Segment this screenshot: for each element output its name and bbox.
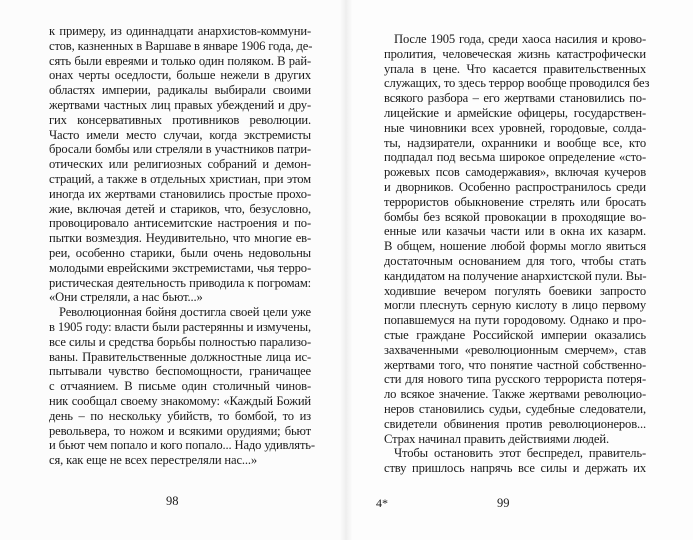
text-line: день – по нескольку убийств, то бомбой, то из [49, 408, 311, 423]
text-line: пролития, человеческая жизнь катастрофически [384, 46, 646, 61]
text-line: лицейские и армейские офицеры, государствен- [384, 105, 646, 120]
text-line: страций, а также в отдельных христиан, при этом [49, 171, 311, 186]
text-line: и бьют чем попало и кого попало... Надо удивлять- [49, 438, 315, 453]
text-line: служащих, то здесь террор вообще проводился без [384, 76, 650, 91]
text-line: сять были евреями и только один поляком. В рай- [49, 53, 311, 68]
text-line: ся, как еще не всех перестреляли нас...» [49, 453, 258, 468]
text-line: свидетели обвинения против революционеров... [384, 416, 646, 431]
text-line: ходившие вечером погулять боевики запросто [384, 283, 646, 298]
left-page-text [49, 24, 315, 468]
text-line: рожевых псов самодержавия», включая кучеров [384, 165, 646, 180]
text-line: ству пришлось напрячь все силы и держать их [384, 461, 646, 476]
text-line: террористов обыкновение стрелять или бросать [384, 194, 646, 209]
right-page [346, 0, 693, 540]
text-line: могли плеснуть серную кислоту в лицо первому [384, 298, 646, 313]
text-line: кандидатом на получение анархистской пули. Вы- [384, 268, 647, 283]
text-line: Страх начинал править действиями людей. [384, 431, 609, 446]
text-line: отических или религиозных собраний и демон- [49, 157, 311, 172]
text-line: всякого разбора – его жертвами становились по- [384, 91, 646, 106]
text-line: стые граждане Российской империи оказались [384, 327, 646, 342]
text-line: ные чиновники всех уровней, городовые, солда- [384, 120, 646, 135]
text-line: В общем, ношение любой формы могло явиться [384, 239, 646, 254]
text-line: иногда их жертвами становились простые прохо- [49, 186, 311, 201]
text-line: с отчаянием. В письме один столичный чинов- [49, 379, 311, 394]
text-line: пытки возмездия. Неудивительно, что многие ев- [49, 231, 311, 246]
text-line: ло всякое значение. Также жертвами революцио- [384, 387, 646, 402]
page-number: 99 [497, 496, 510, 510]
text-line: Революционная бойня достигла своей цели уже [59, 305, 311, 320]
left-page [0, 0, 346, 540]
text-line: Часто имели место случаи, когда экстремисты [49, 127, 311, 142]
text-line: к примеру, из одиннадцати анархистов-коммуни- [49, 24, 311, 38]
text-line: бомбы без всякой провокации в проходящие во- [384, 209, 646, 224]
text-line: гих консервативных противников революции. [49, 112, 311, 127]
text-line: стов, казненных в Варшаве в январе 1906 года, де- [49, 38, 313, 53]
text-line: онах черты оседлости, больше нежели в других [49, 68, 311, 83]
book-gutter [340, 0, 352, 540]
text-line: попавшемуся на пути городовому. Однако и про- [384, 313, 646, 328]
text-line: ристическая деятельность приводила к погромам: [49, 275, 311, 290]
text-line: провоцировало антисемитские настроения и по- [49, 216, 311, 231]
text-line: енные или казачьи части или в окна их казарм. [384, 224, 646, 239]
text-line: ты, надзиратели, охранники и вообще все, кто [384, 135, 646, 150]
text-line: реи, особенно старики, были очень недовольны [49, 245, 311, 260]
text-line: сти для нового типа русского террориста потеря- [384, 372, 646, 387]
page-number: 98 [166, 494, 179, 508]
text-line: «Они стреляли, а нас бьют...» [49, 290, 203, 305]
text-line: в 1905 году: власти были растерянны и измучены, [49, 319, 311, 334]
text-line: подпадал под весьма широкое определение «сто- [384, 150, 646, 165]
right-page-text [384, 32, 650, 476]
text-line: ник сообщал своему знакомому: «Каждый Божий [49, 393, 311, 408]
text-line: молодыми еврейскими экстремистами, чья терро- [49, 260, 311, 275]
text-line: жертвами частных лиц правых убеждений и дру- [49, 97, 311, 112]
text-line: ваны. Правительственные должностные лица ис- [49, 349, 311, 364]
text-line: и дворников. Особенно распространилось среди [384, 179, 646, 194]
text-line: Чтобы остановить этот беспредел, правитель- [394, 446, 646, 461]
text-line: бросали бомбы или стреляли в участников патри- [49, 142, 311, 157]
text-line: все силы и средства борьбы полностью парализо- [49, 334, 311, 349]
text-line: После 1905 года, среди хаоса насилия и крово- [394, 32, 646, 46]
text-line: упала в цене. Что касается правительственных [384, 61, 646, 76]
signature-mark: 4* [376, 496, 388, 510]
text-line: достаточным основанием для того, чтобы стать [384, 253, 646, 268]
text-line: жие, включая детей и стариков, что, безусловно, [49, 201, 311, 216]
text-line: неров становились судьи, судебные следователи, [384, 401, 646, 416]
text-line: пытывали чувство беспомощности, граничащее [49, 364, 311, 379]
text-line: жертвами того, что понятие частной собственно- [384, 357, 646, 372]
text-line: захваченными «революционным смерчем», став [384, 342, 646, 357]
text-line: револьвера, то ножом и всякими орудиями; бьют [49, 423, 311, 438]
text-line: областях империи, радикалы выбирали своими [49, 83, 311, 98]
